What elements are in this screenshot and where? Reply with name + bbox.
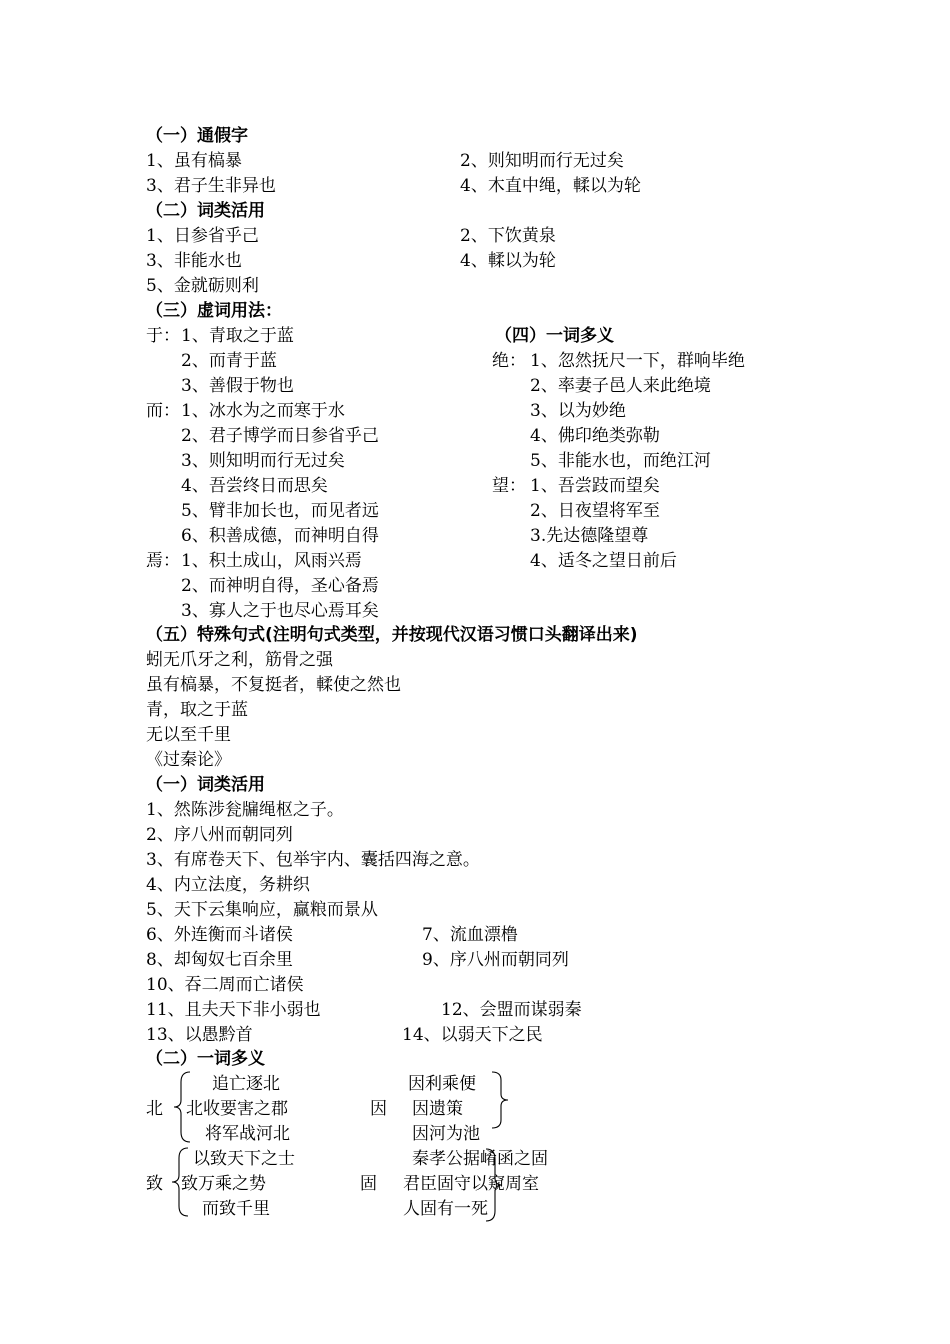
list-item: 因利乘便 [408,1074,476,1094]
text-title-guoqinlun: 《过秦论》 [146,750,231,770]
list-item: 2、君子博学而日参省乎己 [181,426,379,446]
list-item: 2、则知明而行无过矣 [460,151,624,171]
list-item: 12、会盟而谋弱秦 [441,1000,582,1020]
list-item: 1、积土成山，风雨兴焉 [181,551,362,571]
duoyi-label-wang: 望： [492,476,526,496]
section-title-yiciduoyi: （四）一词多义 [495,326,614,346]
list-item: 追亡逐北 [212,1074,280,1094]
list-item: 4、适冬之望日前后 [530,551,677,571]
list-item: 4、内立法度，务耕织 [146,875,310,895]
list-item: 4、輮以为轮 [460,251,556,271]
list-item: 5、金就砺则利 [146,276,259,296]
list-item: 2、而神明自得，圣心备焉 [181,576,379,596]
list-item: 人固有一死 [403,1199,488,1219]
list-item: 5、臂非加长也，而见者远 [181,501,379,521]
sentence-line: 无以至千里 [146,725,231,745]
list-item: 因遗策 [412,1099,463,1119]
list-item: 5、天下云集响应，赢粮而景从 [146,900,378,920]
list-item: 2、而青于蓝 [181,351,277,371]
list-item: 1、吾尝跂而望矣 [530,476,660,496]
right-brace-icon [484,1147,504,1223]
list-item: 6、外连衡而斗诸侯 [146,925,293,945]
list-item: 10、吞二周而亡诸侯 [146,975,304,995]
xuci-label-yu: 于： [146,326,180,346]
list-item: 而致千里 [202,1199,270,1219]
list-item: 3、则知明而行无过矣 [181,451,345,471]
duoyi-label-zhi: 致 [146,1174,163,1194]
duoyi-label-gu: 固 [360,1174,377,1194]
list-item: 将军战河北 [205,1124,290,1144]
xuci-label-er: 而： [146,401,180,421]
list-item: 4、佛印绝类弥勒 [530,426,660,446]
list-item: 6、积善成德，而神明自得 [181,526,379,546]
list-item: 1、日参省乎己 [146,226,259,246]
list-item: 3、君子生非异也 [146,176,276,196]
list-item: 1、然陈涉瓮牖绳枢之子。 [146,800,344,820]
list-item: 2、序八州而朝同列 [146,825,293,845]
list-item: 3、寡人之于也尽心焉耳矣 [181,601,379,621]
list-item: 秦孝公据崤函之固 [412,1149,548,1169]
list-item: 9、序八州而朝同列 [422,950,569,970]
list-item: 4、木直中绳，輮以为轮 [460,176,641,196]
section-title-tongjiazi: （一）通假字 [146,126,248,146]
sentence-line: 虽有槁暴，不复挺者，輮使之然也 [146,675,401,695]
section-title-yiciduoyi-2: （二）一词多义 [146,1049,265,1069]
xuci-label-yan: 焉： [146,551,180,571]
section-title-cileihuoyong: （二）词类活用 [146,201,265,221]
section-title-xuci: （三）虚词用法： [146,301,282,321]
list-item: 3.先达德隆望尊 [530,526,649,546]
list-item: 3、以为妙绝 [530,401,626,421]
list-item: 因河为池 [412,1124,480,1144]
duoyi-label-jue: 绝： [492,351,526,371]
list-item: 2、率妻子邑人来此绝境 [530,376,711,396]
list-item: 1、虽有槁暴 [146,151,242,171]
list-item: 2、日夜望将军至 [530,501,660,521]
sentence-line: 蚓无爪牙之利，筋骨之强 [146,650,333,670]
list-item: 8、却匈奴七百余里 [146,950,293,970]
duoyi-label-bei: 北 [146,1099,163,1119]
list-item: 3、有席卷天下、包举宇内、囊括四海之意。 [146,850,480,870]
section-title-teshujushi: （五）特殊句式(注明句式类型，并按现代汉语习惯口头翻译出来) [146,625,638,645]
list-item: 北收要害之郡 [186,1099,288,1119]
list-item: 1、冰水为之而寒于水 [181,401,345,421]
section-title-cileihuoyong-2: （一）词类活用 [146,775,265,795]
list-item: 13、以愚黔首 [146,1025,253,1045]
list-item: 2、下饮黄泉 [460,226,556,246]
list-item: 5、非能水也，而绝江河 [530,451,711,471]
sentence-line: 青，取之于蓝 [146,700,248,720]
list-item: 3、善假于物也 [181,376,294,396]
list-item: 1、忽然抚尺一下，群响毕绝 [530,351,745,371]
list-item: 以致天下之士 [193,1149,295,1169]
list-item: 1、青取之于蓝 [181,326,294,346]
list-item: 3、非能水也 [146,251,242,271]
list-item: 11、且夫天下非小弱也 [146,1000,321,1020]
right-brace-icon [490,1070,510,1130]
list-item: 7、流血漂橹 [422,925,518,945]
list-item: 4、吾尝终日而思矣 [181,476,328,496]
list-item: 致万乘之势 [181,1174,266,1194]
list-item: 14、以弱天下之民 [402,1025,543,1045]
duoyi-label-yin: 因 [370,1099,387,1119]
list-item: 君臣固守以窥周室 [403,1174,539,1194]
